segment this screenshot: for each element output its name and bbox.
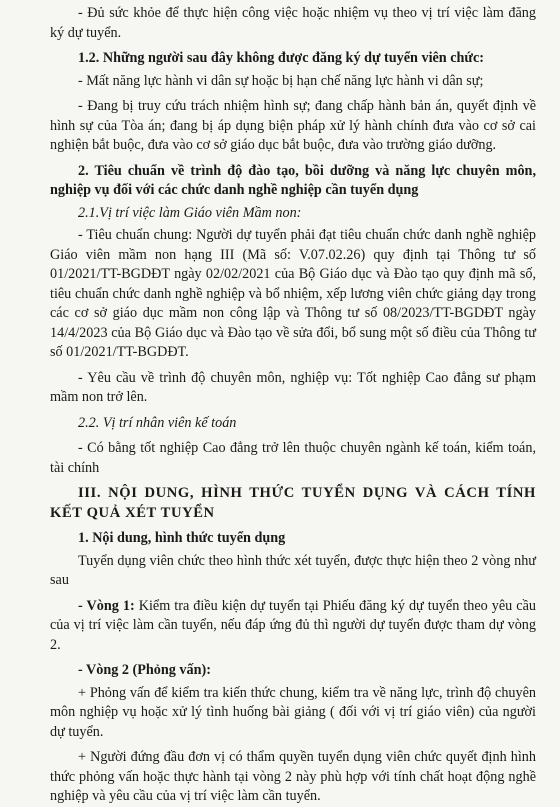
section-2-heading: 2. Tiêu chuẩn về trình độ đào tạo, bồi dưỡng và năng lực chuyên môn, nghiệp vụ đối với các chức danh nghề nghiệp cần tuyển dụng (50, 162, 536, 198)
qualification-requirement-paragraph: - Yêu cầu về trình độ chuyên môn, nghiệp vụ: Tốt nghiệp Cao đẳng sư phạm mầm non trở lên. (50, 369, 536, 405)
interview-authority-paragraph: + Người đứng đầu đơn vị có thẩm quyền tuyển dụng viên chức quyết định hình thức phỏng vấn hoặc thực hành tại vòng 2 này phù hợp với tính chất hoạt động nghề nghiệp và yêu cầu của vị trí việc làm cần tuyển. (50, 749, 536, 804)
criminal-prosecution-paragraph: - Đang bị truy cứu trách nhiệm hình sự; đang chấp hành bản án, quyết định về hình sự của Tòa án; đang bị áp dụng biện pháp xử lý hành chính đưa vào cơ sở cai nghiện bắt buộc, đưa vào cơ sở giáo dục bắt buộc, đưa vào trường giáo dưỡng. (50, 98, 536, 153)
recruitment-form-paragraph: Tuyển dụng viên chức theo hình thức xét tuyển, được thực hiện theo 2 vòng như sau (50, 552, 536, 588)
section-3-1-heading: 1. Nội dung, hình thức tuyển dụng (78, 530, 286, 546)
section-2-2-heading: 2.2. Vị trí nhân viên kế toán (78, 414, 237, 431)
health-requirement-paragraph: - Đủ sức khỏe để thực hiện công việc hoặc nhiệm vụ theo vị trí việc làm đăng ký dự tuyển. (50, 5, 536, 41)
section-3-heading: III. NỘI DUNG, HÌNH THỨC TUYỂN DỤNG VÀ CÁCH TÍNH KẾT QUẢ XÉT TUYỂN (50, 485, 536, 521)
accountant-degree-paragraph: - Có bằng tốt nghiệp Cao đẳng trở lên thuộc chuyên ngành kế toán, kiểm toán, tài chính (50, 440, 536, 476)
round-2-label: - Vòng 2 (Phỏng vấn): (78, 662, 211, 678)
civil-capacity-paragraph: - Mất năng lực hành vi dân sự hoặc bị hạn chế năng lực hành vi dân sự; (78, 72, 484, 89)
interview-content-paragraph: + Phỏng vấn để kiểm tra kiến thức chung, kiểm tra về năng lực, trình độ chuyên môn nghiệp vụ hoặc xử lý tình huống bài giảng ( đối với vị trí giáo viên) của người dự tuyển. (50, 684, 536, 740)
section-1-2-heading: 1.2. Những người sau đây không được đăng ký dự tuyển viên chức: (78, 50, 484, 66)
round-1-text: Kiểm tra điều kiện dự tuyển tại Phiếu đăng ký dự tuyển theo yêu cầu của vị trí việc làm cần tuyển, nếu đáp ứng đủ thì người dự tuyển được tham dự vòng 2. (50, 597, 536, 653)
general-standard-paragraph: - Tiêu chuẩn chung: Người dự tuyển phải đạt tiêu chuẩn chức danh nghề nghiệp Giáo viên mầm non hạng III (Mã số: V.07.02.26) quy định tại Thông tư số 01/2021/TT-BGDĐT ngày 02/02/2021 của Bộ Giáo dục và Đào tạo quy định mã số, tiêu chuẩn chức danh nghề nghiệp và bổ nhiệm, xếp lương viên chức giảng dạy trong các cơ sở giáo dục mầm non công lập và Thông tư số 08/2023/TT-BGDĐT ngày 14/4/2023 của Bộ Giáo dục và Đào tạo về sửa đổi, bổ sung một số điều của Thông tư số 01/2021/TT-BGDĐT. (50, 227, 536, 360)
round-1-paragraph (50, 597, 536, 656)
round-1-label: - Vòng 1: (78, 597, 135, 614)
section-2-1-heading: 2.1.Vị trí việc làm Giáo viên Mầm non: (78, 204, 302, 221)
